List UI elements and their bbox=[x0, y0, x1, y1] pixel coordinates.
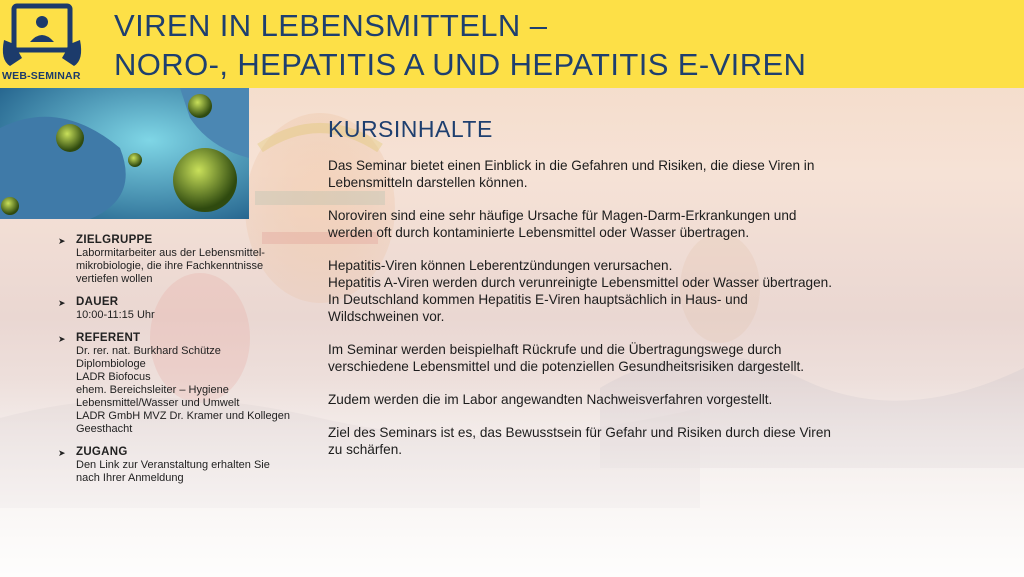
sidebar-text: Geesthacht bbox=[76, 423, 133, 435]
arrow-bullet-icon: ➤ bbox=[58, 334, 66, 344]
sidebar-text: nach Ihrer Anmeldung bbox=[76, 472, 184, 484]
sidebar-heading: ZUGANG bbox=[76, 446, 128, 458]
paragraph-nachweis bbox=[328, 391, 948, 408]
paragraph-line: Hepatitis A-Viren werden durch verunreinigte Lebensmittel oder Wasser übertragen. bbox=[328, 275, 832, 290]
info-sidebar bbox=[58, 234, 303, 495]
title-line-1: VIREN IN LEBENSMITTELN – bbox=[114, 8, 548, 43]
logo-label: WEB-SEMINAR bbox=[2, 70, 81, 82]
sidebar-text: Lebensmittel/Wasser und Umwelt bbox=[76, 397, 240, 409]
sidebar-text: Diplombiologe bbox=[76, 358, 146, 370]
virus-illustration bbox=[0, 88, 249, 219]
sidebar-text: LADR Biofocus bbox=[76, 371, 151, 383]
section-heading: KURSINHALTE bbox=[328, 116, 493, 142]
paragraph-line: Zudem werden die im Labor angewandten Nachweisverfahren vorgestellt. bbox=[328, 392, 773, 407]
sidebar-heading: REFERENT bbox=[76, 332, 141, 344]
sidebar-text: LADR GmbH MVZ Dr. Kramer und Kollegen bbox=[76, 410, 290, 422]
paragraph-line: Im Seminar werden beispielhaft Rückrufe und die Übertragungswege durch bbox=[328, 342, 782, 357]
page-title bbox=[114, 6, 806, 84]
sidebar-section-zugang bbox=[58, 446, 303, 485]
sidebar-text: ehem. Bereichsleiter – Hygiene bbox=[76, 384, 229, 396]
paragraph-line: Ziel des Seminars ist es, das Bewusstsein für Gefahr und Risiken durch diese Viren bbox=[328, 425, 831, 440]
paragraph-line: Noroviren sind eine sehr häufige Ursache für Magen-Darm-Erkrankungen und bbox=[328, 208, 797, 223]
sidebar-section-referent bbox=[58, 332, 303, 436]
title-line-2: NORO-, HEPATITIS A UND HEPATITIS E-VIREN bbox=[114, 47, 807, 82]
header-bar bbox=[0, 0, 1024, 88]
arrow-bullet-icon: ➤ bbox=[58, 448, 66, 458]
paragraph-line: Hepatitis-Viren können Leberentzündungen verursachen. bbox=[328, 258, 673, 273]
sidebar-text: Dr. rer. nat. Burkhard Schütze bbox=[76, 345, 221, 357]
sidebar-text: mikrobiologie, die ihre Fachkenntnisse bbox=[76, 260, 264, 272]
paragraph-line: Lebensmitteln darstellen können. bbox=[328, 175, 528, 190]
paragraph-ziel bbox=[328, 424, 948, 458]
sidebar-heading: ZIELGRUPPE bbox=[76, 234, 153, 246]
paragraph-line: werden oft durch kontaminierte Lebensmittel oder Wasser übertragen. bbox=[328, 225, 750, 240]
paragraph-line: Wildschweinen vor. bbox=[328, 309, 445, 324]
sidebar-text: Labormitarbeiter aus der Lebensmittel- bbox=[76, 247, 265, 259]
paragraph-intro bbox=[328, 157, 948, 191]
sidebar-heading: DAUER bbox=[76, 296, 119, 308]
paragraph-line: In Deutschland kommen Hepatitis E-Viren hauptsächlich in Haus- und bbox=[328, 292, 748, 307]
sidebar-section-zielgruppe bbox=[58, 234, 303, 286]
sidebar-text: 10:00-11:15 Uhr bbox=[76, 309, 155, 321]
paragraph-line: zu schärfen. bbox=[328, 442, 403, 457]
course-content bbox=[328, 116, 948, 474]
sidebar-text: Den Link zur Veranstaltung erhalten Sie bbox=[76, 459, 270, 471]
sidebar-section-dauer bbox=[58, 296, 303, 322]
paragraph-line: verschiedene Lebensmittel und die potenziellen Gesundheitsrisiken dargestellt. bbox=[328, 359, 805, 374]
paragraph-line: Das Seminar bietet einen Einblick in die Gefahren und Risiken, die diese Viren in bbox=[328, 158, 815, 173]
arrow-bullet-icon: ➤ bbox=[58, 298, 66, 308]
paragraph-noroviren bbox=[328, 207, 948, 241]
arrow-bullet-icon: ➤ bbox=[58, 236, 66, 246]
sidebar-text: vertiefen wollen bbox=[76, 273, 153, 285]
paragraph-hepatitis bbox=[328, 257, 948, 325]
paragraph-rueckrufe bbox=[328, 341, 948, 375]
